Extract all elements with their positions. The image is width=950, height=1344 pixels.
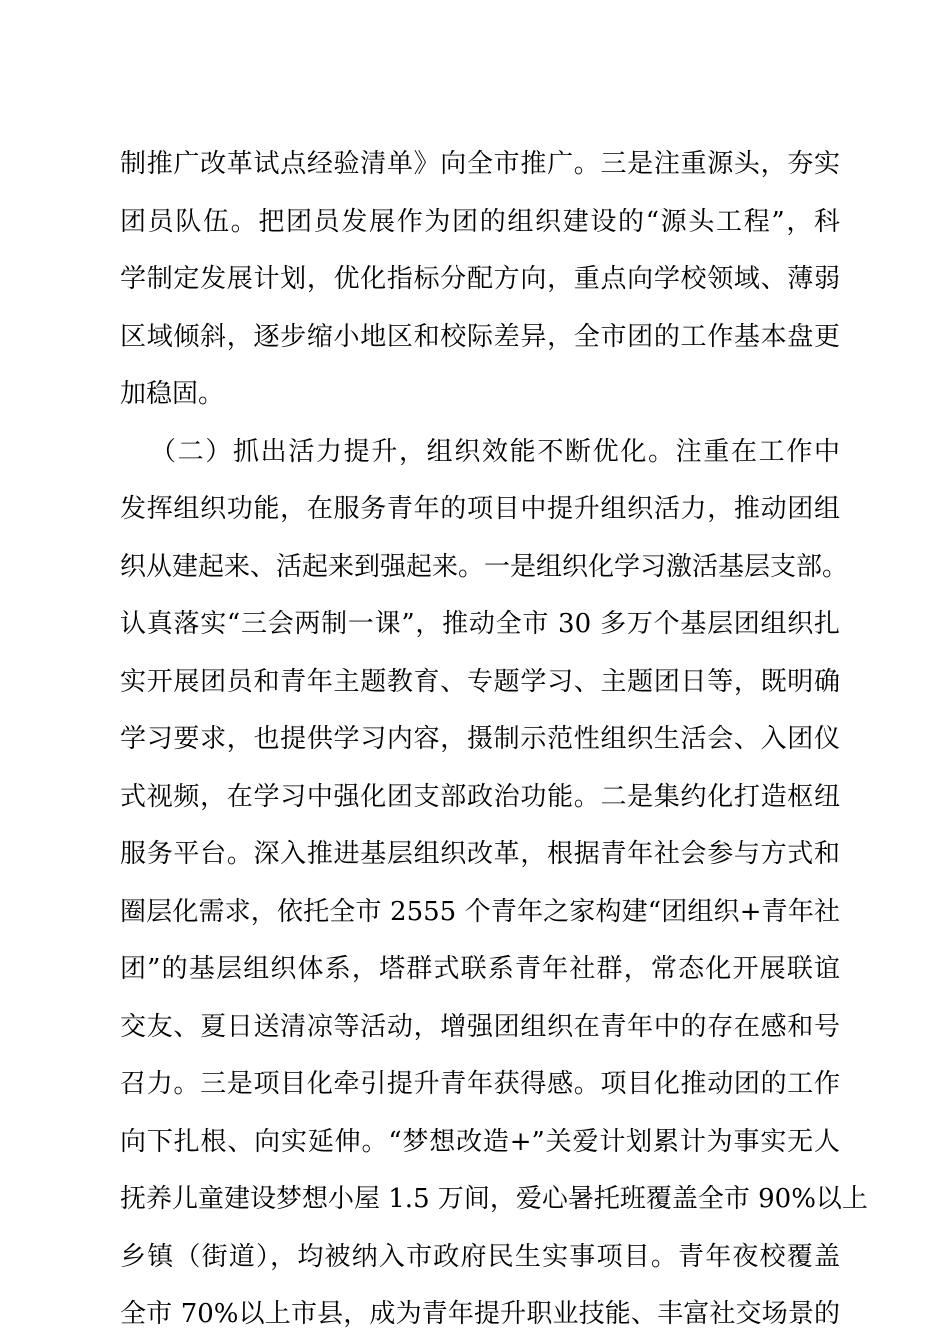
text-line: 圈层化需求，依托全市 2555 个青年之家构建“团组织+青年社 (120, 896, 840, 927)
text-line: 学习要求，也提供学习内容，摄制示范性组织生活会、入团仪 (120, 724, 840, 754)
text-line: 全市 70%以上市县，成为青年提升职业技能、丰富社交场景的 (120, 1299, 840, 1329)
text-line: 式视频，在学习中强化团支部政治功能。二是集约化打造枢纽 (120, 781, 840, 812)
text-line: 乡镇（街道），均被纳入市政府民生实事项目。青年夜校覆盖 (120, 1241, 840, 1272)
text-line: 学制定发展计划，优化指标分配方向，重点向学校领域、薄弱 (120, 264, 840, 294)
text-line: 向下扎根、向实延伸。“梦想改造+”关爱计划累计为事实无人 (120, 1126, 840, 1157)
text-line: 发挥组织功能，在服务青年的项目中提升组织活力，推动团组 (120, 494, 840, 524)
text-line: 抚养儿童建设梦想小屋 1.5 万间，爱心暑托班覆盖全市 90%以上 (120, 1184, 868, 1214)
text-line: 服务平台。深入推进基层组织改革，根据青年社会参与方式和 (120, 839, 840, 869)
text-line: 加稳固。 (120, 379, 225, 409)
text-line: 织从建起来、活起来到强起来。一是组织化学习激活基层支部。 (120, 551, 849, 582)
text-line: 团员队伍。把团员发展作为团的组织建设的“源头工程”，科 (120, 206, 840, 237)
text-line: 交友、夏日送清凉等活动，增强团组织在青年中的存在感和号 (120, 1011, 840, 1042)
text-line: 区域倾斜，逐步缩小地区和校际差异，全市团的工作基本盘更 (120, 321, 840, 352)
section-heading-line: （二）抓出活力提升，组织效能不断优化。注重在工作中 (150, 436, 840, 467)
text-line: 制推广改革试点经验清单》向全市推广。三是注重源头，夯实 (120, 149, 840, 179)
text-line: 召力。三是项目化牵引提升青年获得感。项目化推动团的工作 (120, 1069, 840, 1099)
text-line: 团”的基层组织体系，塔群式联系青年社群，常态化开展联谊 (120, 954, 840, 984)
body-text (120, 136, 868, 1344)
text-line: 认真落实“三会两制一课”，推动全市 30 多万个基层团组织扎 (120, 609, 840, 639)
text-line: 实开展团员和青年主题教育、专题学习、主题团日等，既明确 (120, 666, 840, 697)
